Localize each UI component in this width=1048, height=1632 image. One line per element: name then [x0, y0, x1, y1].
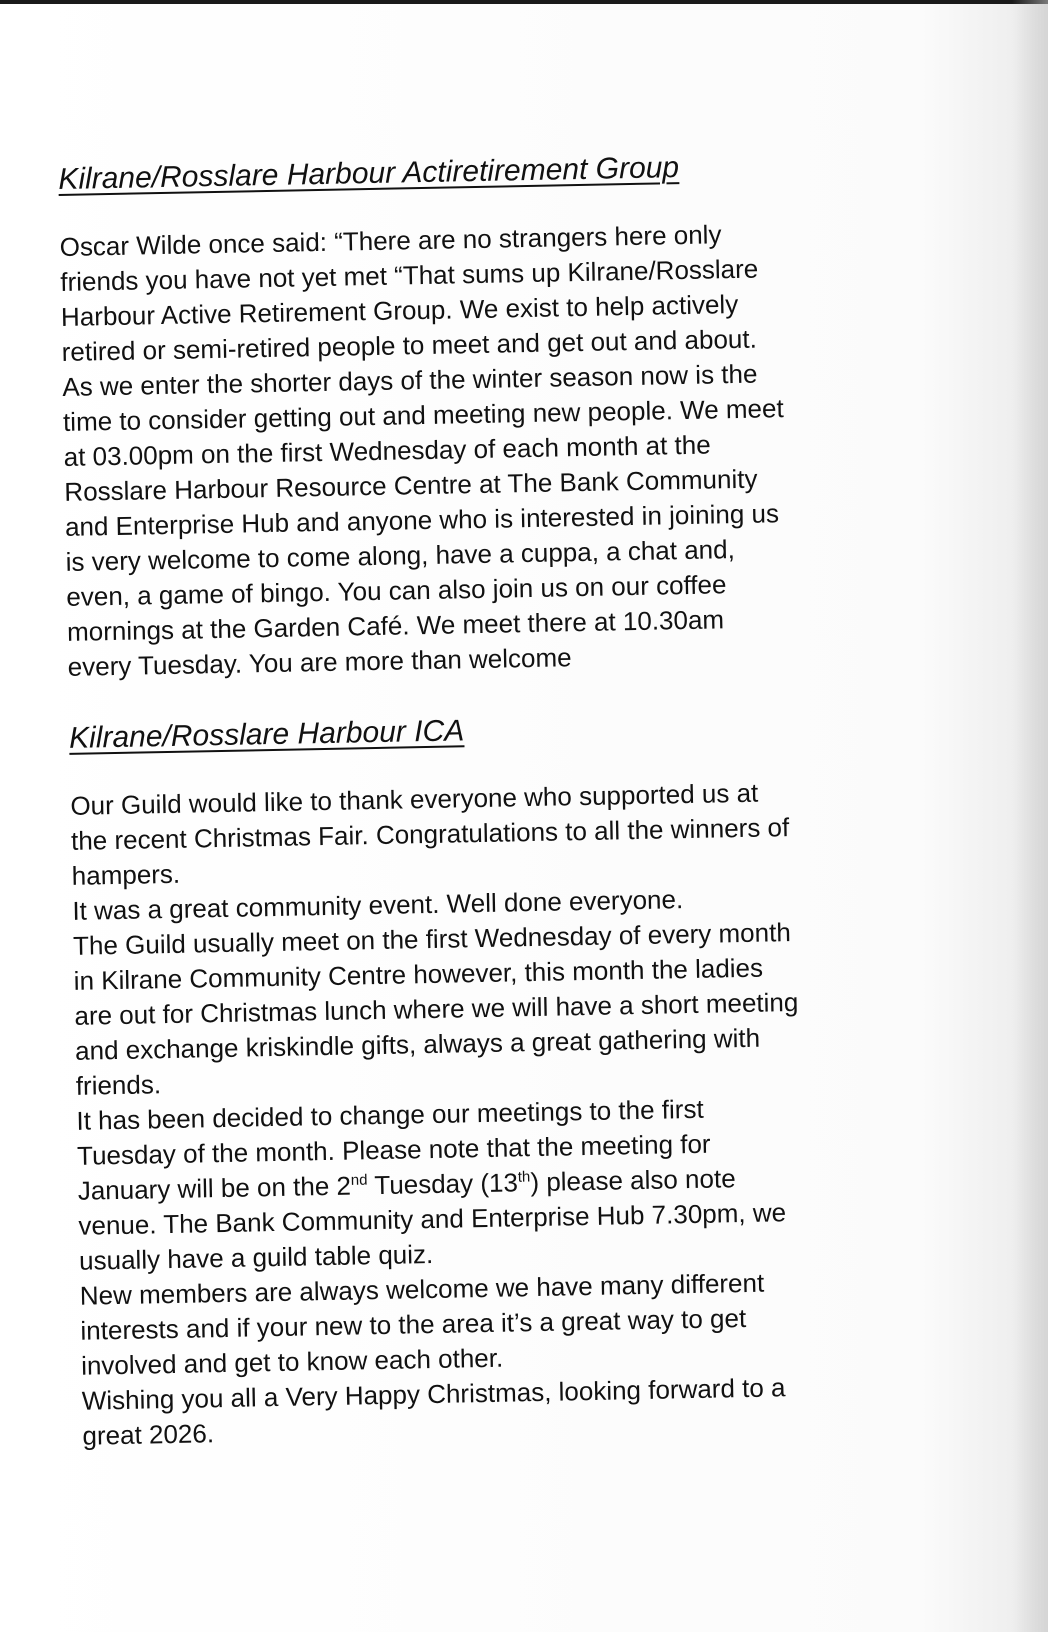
active-retirement-body [59, 213, 948, 685]
page-edge-shadow [1012, 0, 1048, 1632]
active-retirement-section [58, 143, 948, 685]
ica-body [70, 772, 963, 1454]
body-line: The Guild usually meet on the first Wednesday of every month [72, 917, 792, 961]
body-line: venue. The Bank Community and Enterprise Hub 7.30pm, we [78, 1197, 787, 1241]
body-line: usually have a guild table quiz. [78, 1239, 434, 1276]
body-line: involved and get to know each other. [80, 1342, 504, 1381]
body-line: New members are always welcome we have many different [79, 1267, 765, 1311]
january-text-part: ) please also note [530, 1163, 736, 1198]
body-line: It was a great community event. Well done everyone. [72, 884, 684, 926]
body-line: time to consider getting out and meeting new people. We meet [62, 393, 784, 437]
body-line: mornings at the Garden Café. We meet there at 10.30am [66, 604, 725, 647]
body-line: As we enter the shorter days of the winter season now is the [62, 358, 758, 402]
body-line: Oscar Wilde once said: “There are no strangers here only [59, 219, 722, 262]
top-border-rule [0, 0, 1048, 4]
body-line: Rosslare Harbour Resource Centre at The Bank Community [64, 463, 758, 507]
ordinal-suffix: nd [350, 1171, 368, 1189]
body-line: at 03.00pm on the first Wednesday of each month at the [63, 429, 711, 472]
january-text-part: Tuesday (13 [367, 1167, 519, 1201]
body-line: even, a game of bingo. You can also join us on our coffee [66, 569, 727, 612]
body-line: the recent Christmas Fair. Congratulations to all the winners of [70, 812, 790, 856]
ordinal-suffix: th [517, 1168, 531, 1186]
ica-section [69, 702, 963, 1454]
body-line: friends you have not yet met “That sums up Kilrane/Rosslare [60, 253, 759, 297]
january-text-part: January will be on the 2 [77, 1170, 352, 1206]
body-line: Harbour Active Retirement Group. We exist to help actively [60, 288, 739, 332]
body-line: Tuesday of the month. Please note that the meeting for [76, 1128, 711, 1171]
section-heading-ica: Kilrane/Rosslare Harbour ICA [68, 714, 465, 755]
section-heading-active-retirement: Kilrane/Rosslare Harbour Actiretirement Group [58, 151, 680, 196]
body-line: interests and if your new to the area it’s a great way to get [80, 1303, 747, 1346]
body-line: and exchange kriskindle gifts, always a great gathering with [74, 1022, 761, 1066]
body-line: and Enterprise Hub and anyone who is interested in joining us [64, 498, 780, 542]
body-line: hampers. [71, 858, 181, 891]
body-line: every Tuesday. You are more than welcome [67, 642, 572, 682]
body-line: are out for Christmas lunch where we will have a short meeting [74, 986, 799, 1031]
body-line: It has been decided to change our meetings to the first [76, 1093, 704, 1136]
body-line: Wishing you all a Very Happy Christmas, looking forward to a [81, 1372, 786, 1416]
body-line: retired or semi-retired people to meet and get out and about. [61, 323, 758, 367]
body-line: friends. [75, 1069, 162, 1101]
article-content [58, 143, 963, 1454]
body-line: is very welcome to come along, have a cuppa, a chat and, [65, 534, 736, 577]
body-line: great 2026. [82, 1418, 215, 1451]
body-line: Our Guild would like to thank everyone who supported us at [70, 777, 759, 821]
body-line: in Kilrane Community Centre however, this month the ladies [73, 952, 764, 996]
